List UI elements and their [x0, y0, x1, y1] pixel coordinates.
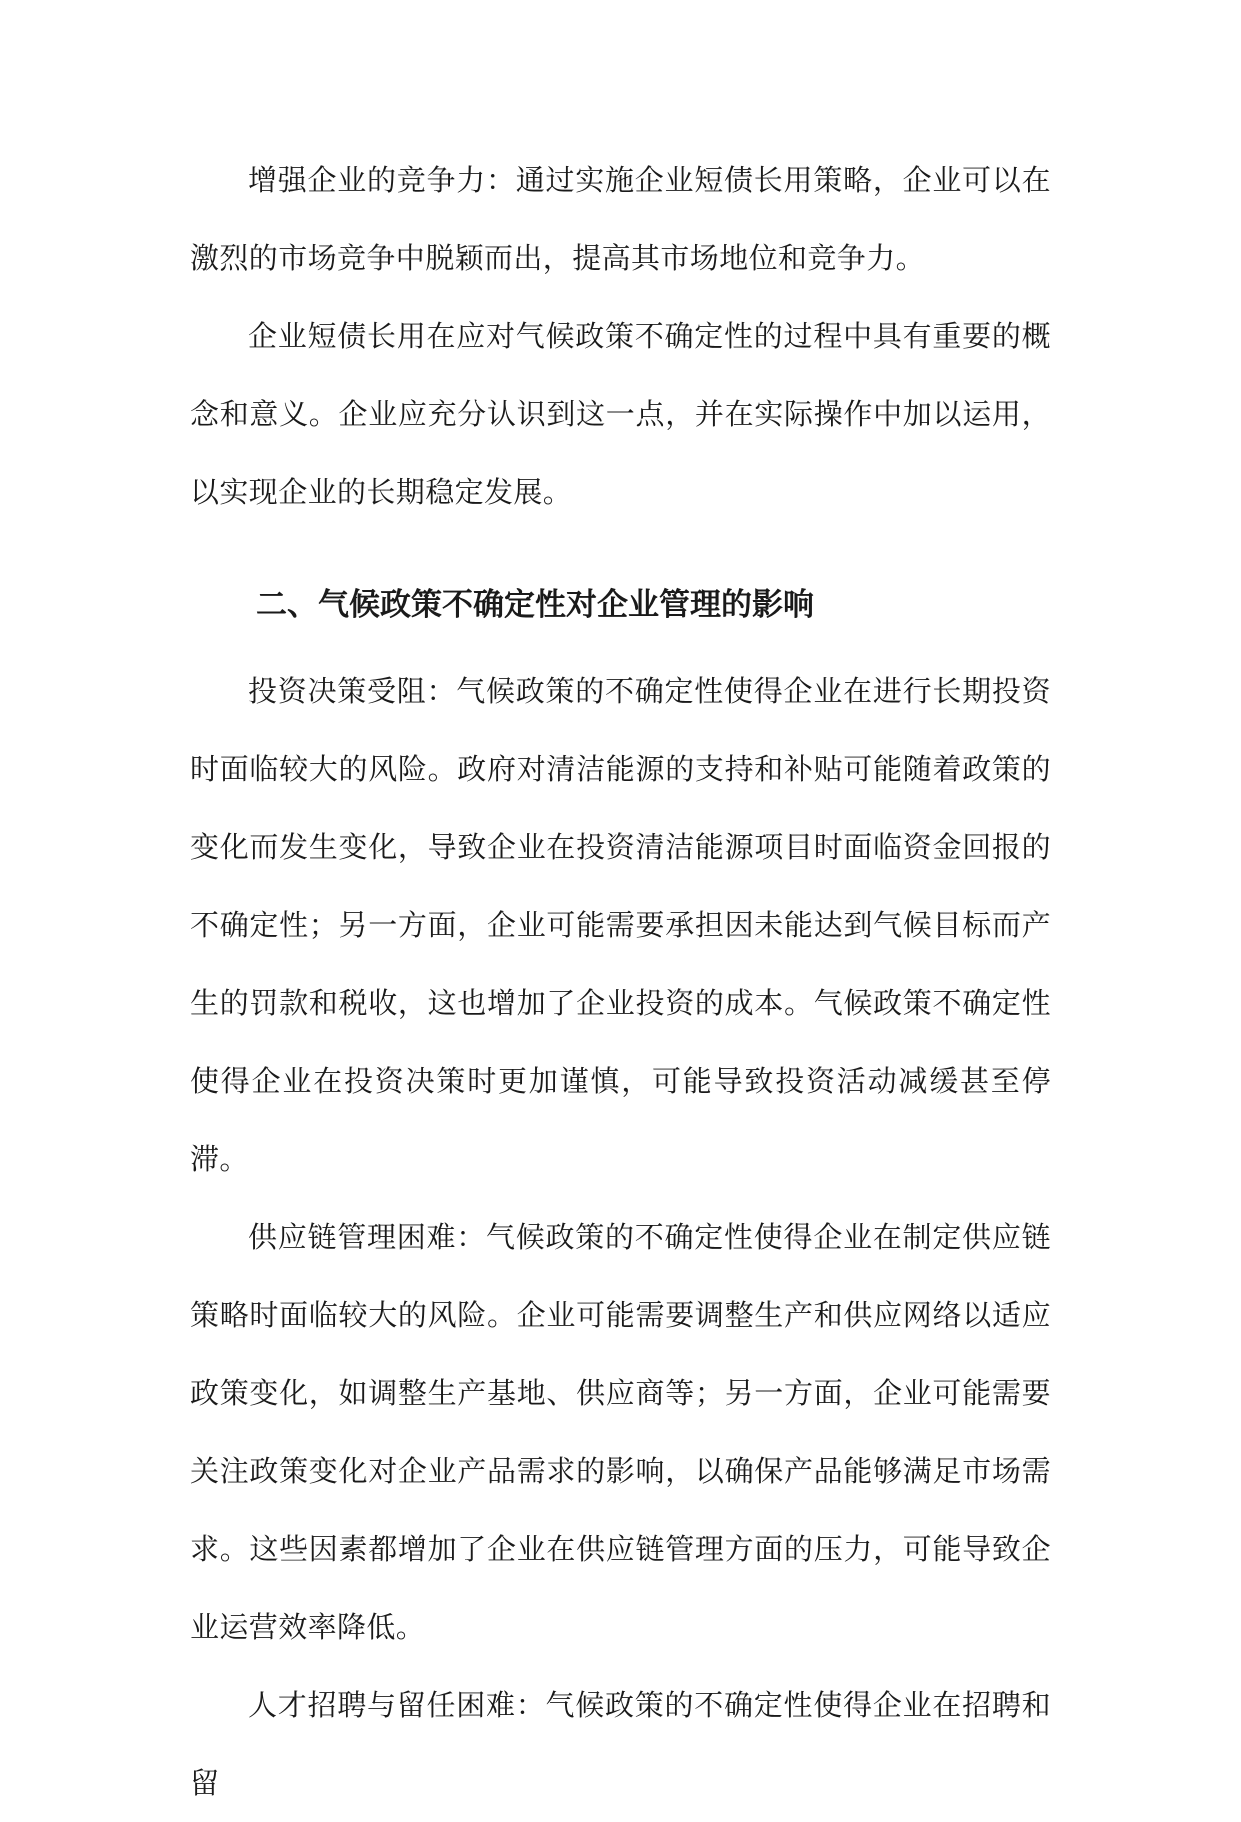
paragraph-supply-chain: 供应链管理困难：气候政策的不确定性使得企业在制定供应链策略时面临较大的风险。企业可能需要调整生产和供应网络以适应政策变化，如调整生产基地、供应商等；另一方面，企业可能需要关注政策变化对企业产品需求的影响，以确保产品能够满足市场需求。这些因素都增加了企业在供应链管理方面的压力，可能导致企业运营效率降低。	[190, 1220, 1051, 1644]
paragraph-concept-significance: 企业短债长用在应对气候政策不确定性的过程中具有重要的概念和意义。企业应充分认识到这一点，并在实际操作中加以运用，以实现企业的长期稳定发展。	[190, 319, 1051, 509]
document-body	[190, 141, 1051, 1822]
paragraph-investment-decisions: 投资决策受阻：气候政策的不确定性使得企业在进行长期投资时面临较大的风险。政府对清洁能源的支持和补贴可能随着政策的变化而发生变化，导致企业在投资清洁能源项目时面临资金回报的不确定性；另一方面，企业可能需要承担因未能达到气候目标而产生的罚款和税收，这也增加了企业投资的成本。气候政策不确定性使得企业在投资决策时更加谨慎，可能导致投资活动减缓甚至停滞。	[190, 674, 1051, 1176]
paragraph-talent-recruitment: 人才招聘与留任困难：气候政策的不确定性使得企业在招聘和留	[190, 1688, 1051, 1800]
paragraph-competitiveness: 增强企业的竞争力：通过实施企业短债长用策略，企业可以在激烈的市场竞争中脱颖而出，提高其市场地位和竞争力。	[190, 163, 1051, 275]
section-heading: 二、气候政策不确定性对企业管理的影响	[256, 587, 814, 623]
